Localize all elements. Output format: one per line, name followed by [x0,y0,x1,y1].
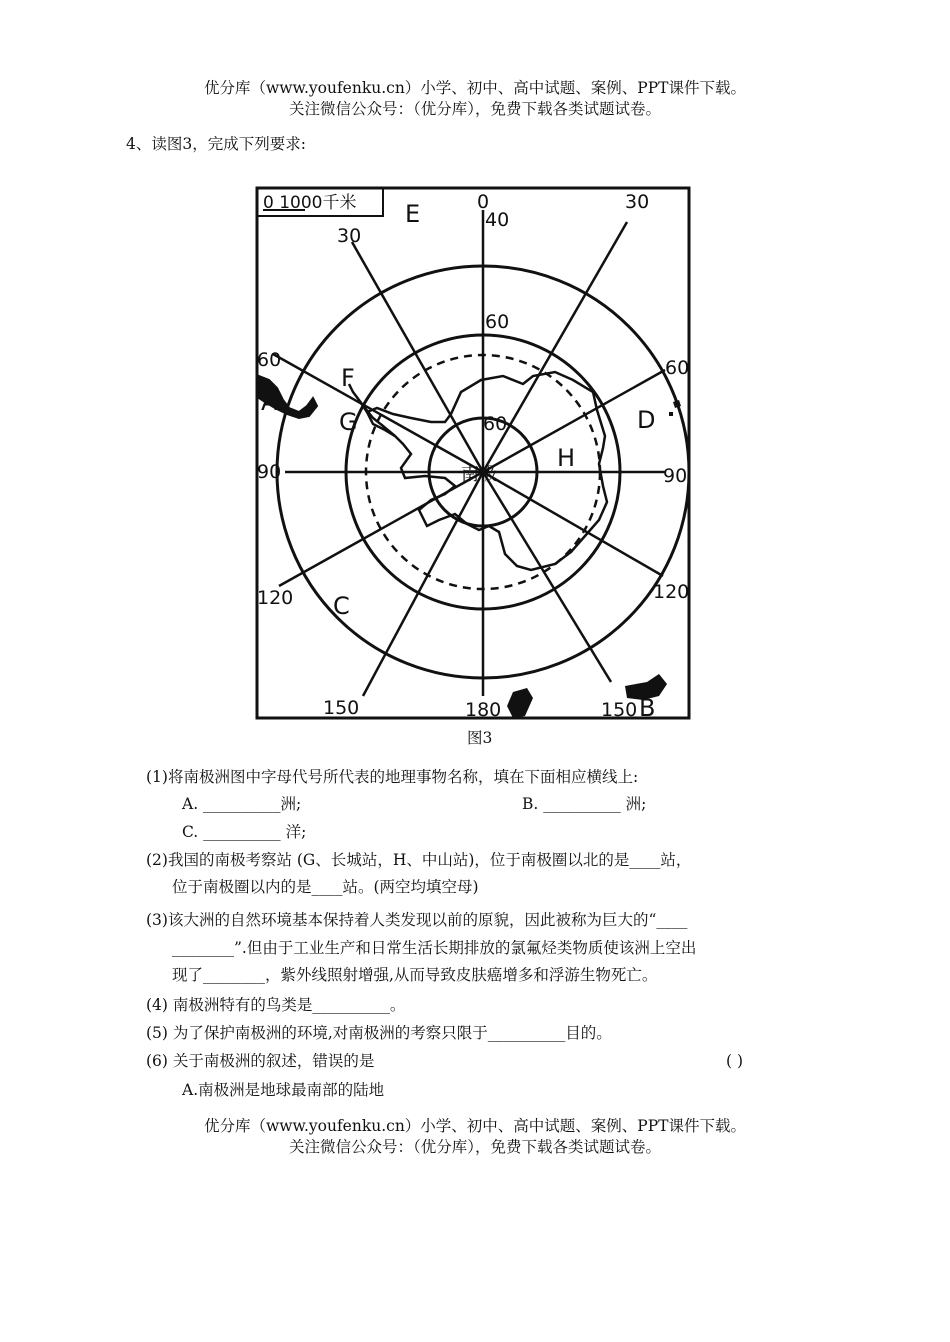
south-pole-label: 南极 [461,464,497,485]
q3-line-2: ________”.但由于工业生产和日常生活长期排放的氯氟烃类物质使该洲上空出 [172,939,697,957]
q2-line-1: (2)我国的南极考察站 (G、长城站，H、中山站)，位于南极圈以北的是____站， [146,851,692,869]
antarctica-map [255,186,691,720]
letter-c: C [333,592,350,620]
figure-caption: 图3 [467,729,493,747]
letter-f: F [341,364,355,392]
footer-line-1: 优分库（www.youfenku.cn）小学、初中、高中试题、案例、PPT课件下载。 [203,1117,747,1135]
q3-line-1: (3)该大洲的自然环境基本保持着人类发现以前的原貌，因此被称为巨大的“____ [146,911,688,929]
scale-label: 0 1000千米 [263,193,357,213]
lon-30-left: 30 [337,225,362,247]
q1-answer-a: A. __________洲; [182,795,302,813]
q4-text: (4) 南极洲特有的鸟类是__________。 [146,996,406,1014]
q6-option-a: A.南极洲是地球最南部的陆地 [182,1081,385,1099]
landmass-bottom [507,688,533,718]
q1-text: (1)将南极洲图中字母代号所代表的地理事物名称，填在下面相应横线上: [146,768,639,786]
letter-g: G [339,408,358,436]
q2-line-2: 位于南极圈以内的是____站。(两空均填空母) [172,878,479,896]
lon-120-right: 120 [653,581,690,603]
lon-150-left: 150 [323,697,360,719]
lon-90-right: 90 [663,465,688,487]
header-line-2: 关注微信公众号：（优分库），免费下载各类试题试卷。 [288,100,661,118]
letter-h: H [557,444,576,472]
question-intro: 4、读图3，完成下列要求: [126,135,306,153]
lon-120-left: 120 [257,587,294,609]
letter-a: A [261,388,278,416]
lat-40-label: 40 [485,209,510,231]
lon-180: 180 [465,699,502,720]
lon-90-left: 90 [257,461,282,483]
lon-30-right: 30 [625,191,650,213]
lat-60-label-a: 60 [485,311,510,333]
letter-d: D [637,406,656,434]
q3-line-3: 现了________，紫外线照射增强,从而导致皮肤癌增多和浮游生物死亡。 [172,966,658,984]
q6-text: (6) 关于南极洲的叙述，错误的是 [146,1052,375,1070]
q1-answer-b: B. __________ 洲; [522,795,647,813]
q6-answer-paren: ( ) [726,1052,744,1070]
lat-60-label-b: 60 [483,413,508,435]
lon-60-right: 60 [665,357,690,379]
q5-text: (5) 为了保护南极洲的环境,对南极洲的考察只限于__________目的。 [146,1024,612,1042]
footer-line-2: 关注微信公众号：（优分库），免费下载各类试题试卷。 [288,1138,661,1156]
meridians [273,210,665,696]
header-line-1: 优分库（www.youfenku.cn）小学、初中、高中试题、案例、PPT课件下载。 [203,79,747,97]
letter-b: B [639,694,656,720]
lon-150-right: 150 [601,699,638,720]
lon-60-left: 60 [257,349,282,371]
lon-0: 0 [477,191,490,213]
q1-answer-c: C. __________ 洋; [182,823,307,841]
letter-e: E [405,200,421,228]
